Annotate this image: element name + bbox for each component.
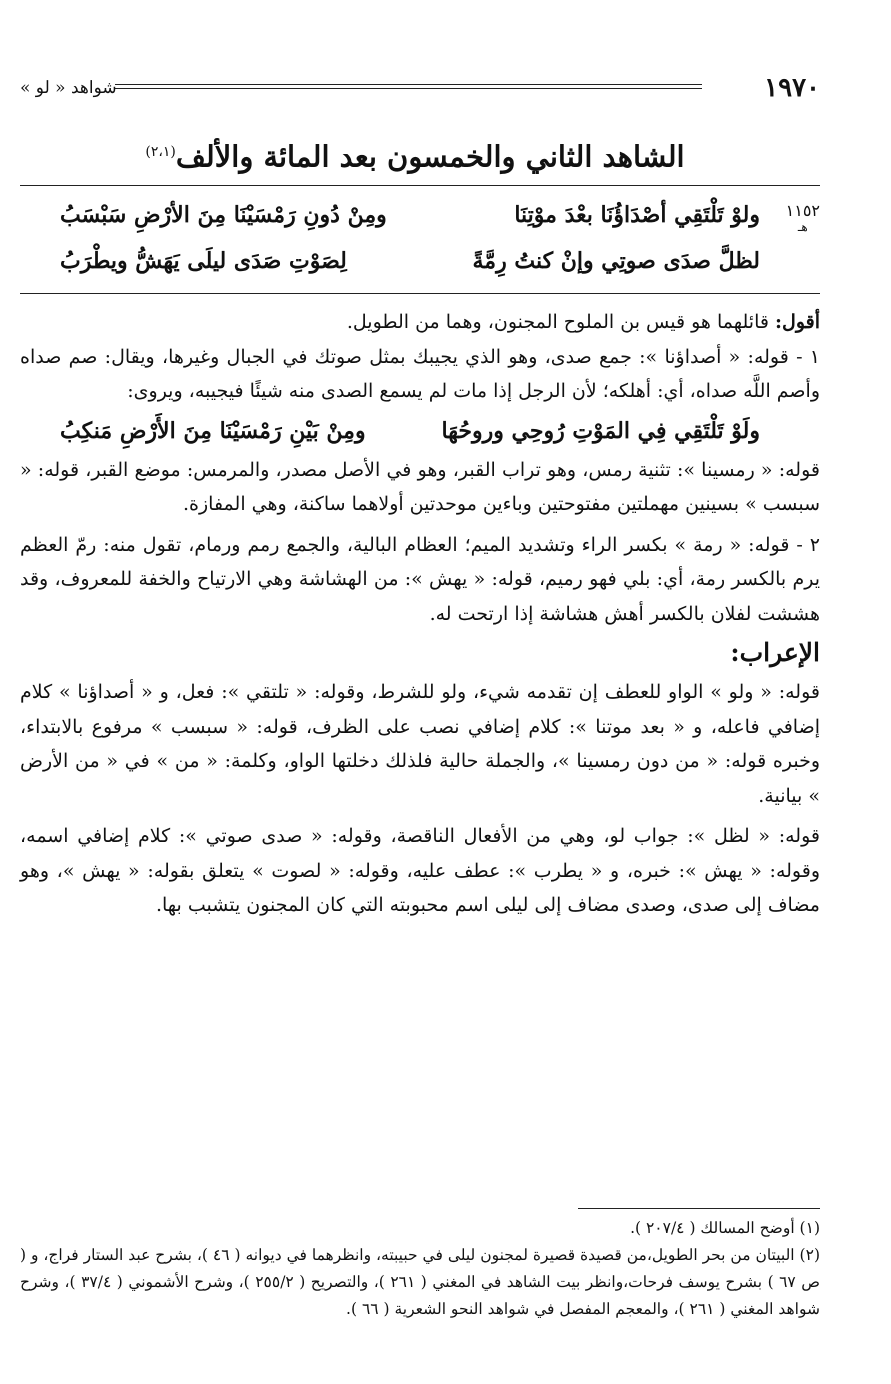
verse-line-1-second-hemistich: ومِنْ دُونِ رَمْسَيْنَا مِنَ الأرْضِ سَبْسَبُ [60, 202, 387, 228]
section-heading: الإعراب: [730, 638, 820, 667]
alternate-verse [20, 409, 820, 453]
verse-line-2 [20, 239, 760, 283]
commentary-body [20, 305, 820, 923]
verse-number-text: ١١٥٢ [785, 201, 820, 220]
paragraph-5: قوله: « لظل »: جواب لو، وهي من الأفعال الناقصة، وقوله: « صدى صوتي »: كلام إضافي اسمه، وقوله: « يهش »: خبره، و « يطرب »: عطف عليه، وقوله: « لصوت » يتعلق بقوله: « يهش »، وهو مضاف إلى صدى، وصدى مضاف إلى ليلى اسم محبوبته التي كان المجنون يتشبب بها. [20, 825, 820, 916]
chapter-footnote-ref: (٢،١) [145, 144, 176, 160]
intro-text: قائلهما هو قيس بن الملوح المجنون، وهما من الطويل. [346, 311, 769, 333]
verse-line-2-first-hemistich: لظلَّ صدَى صوتِي وإنْ كنتُ رِمَّةً [472, 248, 760, 274]
verse-line-2-second-hemistich: لِصَوْتِ صَدَى ليلَى يَهَشُّ ويطْرَبُ [60, 248, 347, 274]
chapter-title-text: الشاهد الثاني والخمسون بعد المائة والألف [175, 139, 685, 174]
running-title: شواهد « لو » [20, 78, 117, 98]
header-rule [115, 84, 702, 89]
verse-line-1 [20, 193, 760, 237]
verse-mark: هـ [797, 220, 808, 234]
title-rule-top [20, 185, 820, 186]
paragraph-2: قوله: « رمسينا »: تثنية رمس، وهو تراب القبر، وهو في الأصل مصدر، والمرمس: موضع القبر، قوله: « سبسب » بسينين مهملتين مفتوحتين وباءين موحدتين أولاهما ساكنة، وهي المفازة. [20, 458, 820, 515]
page-number: ١٩٧٠ [764, 73, 820, 103]
footnote-2: (٢) البيتان من بحر الطويل،من قصيدة قصيرة لمجنون ليلى في حبيبته، وانظرهما في ديوانه ( ٤٦ )، بشرح عبد الستار فراج، و ( ص ٦٧ ) بشرح يوسف فرحات،وانظر بيت الشاهد في المغني ( ٢٦١ )، والتصريح ( ٢٥٥/٢ )، وشرح الأشموني ( ٣٧/٤ )، وشرح شواهد المغني ( ٢٦١ )، والمعجم المفصل في شواهد النحو الشعرية ( ٦٦ ). [20, 1246, 820, 1318]
verse-number [786, 201, 820, 233]
paragraph-1: ١ - قوله: « أصداؤنا »: جمع صدى، وهو الذي يجيبك بمثل صوتك في الجبال وغيرها، ويقال: صم صداه وأصم اللَّه صداه، أي: أهلكه؛ لأن الرجل إذا مات لم يسمع الصدى منه شيئًا فيجيبه، ويروى: [20, 345, 820, 402]
intro-label: أقول: [775, 311, 820, 333]
footnotes [20, 1215, 820, 1323]
page-header [20, 70, 820, 106]
chapter-title [60, 128, 770, 181]
alternate-verse-second-hemistich: ومِنْ بَيْنِ رَمْسَيْنَا مِنَ الأَرْضِ مَنكِبُ [60, 417, 366, 444]
footnote-rule [578, 1208, 820, 1209]
paragraph-3: ٢ - قوله: « رمة » بكسر الراء وتشديد الميم؛ العظام البالية، والجمع رمم ورمام، تقول منه: رمّ العظم يرم بالكسر رمة، أي: بلي فهو رميم، قوله: « يهش »: من الهشاشة وهي الارتياح والخفة للمعروف، وقد هششت لفلان بالكسر أهش هشاشة إذا ارتحت له. [20, 533, 820, 625]
verse-line-1-first-hemistich: ولوْ تَلْتَقِي أصْدَاؤُنَا بعْدَ موْتِنَا [514, 202, 760, 228]
title-rule-bottom [20, 293, 820, 294]
footnote-1: (١) أوضح المسالك ( ٢٠٧/٤ ). [630, 1219, 820, 1237]
paragraph-4: قوله: « ولو » الواو للعطف إن تقدمه شيء، ولو للشرط، وقوله: « تلتقي »: فعل، و « أصداؤنا » كلام إضافي فاعله، و « بعد موتنا »: كلام إضافي نصب على الظرف، قوله: « سبسب » مرفوع بالابتداء، وخبره قوله: « من دون رمسينا »، والجملة حالية فلذلك دخلتها الواو، وكلمة: « من » في « من الأرض » بيانية. [20, 681, 820, 807]
verse-block [20, 193, 820, 289]
alternate-verse-first-hemistich: ولَوْ تَلْتَقِي فِي المَوْتِ رُوحِي وروحُهَا [441, 417, 760, 444]
intro-paragraph [20, 305, 820, 340]
